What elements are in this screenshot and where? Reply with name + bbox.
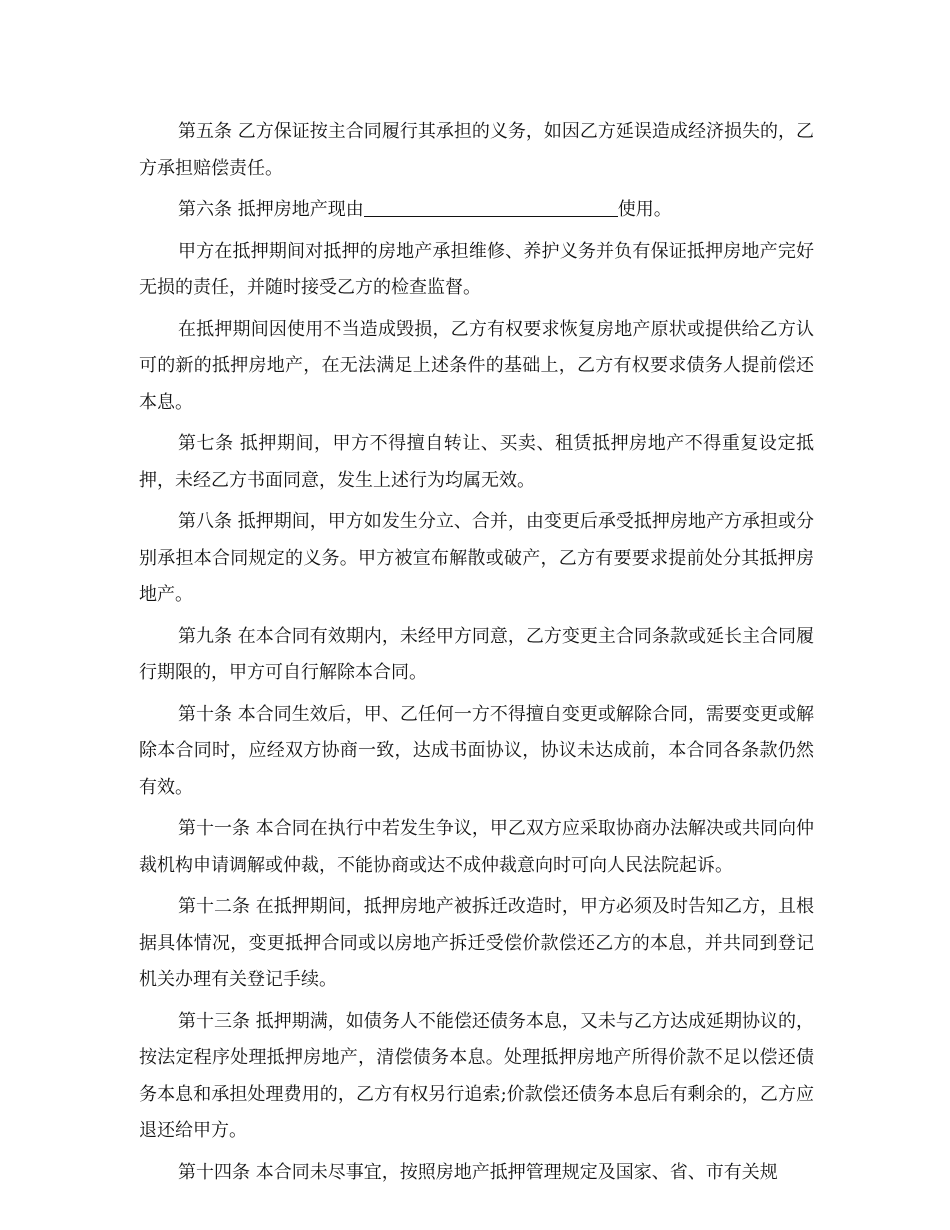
article-6-text-end: 使用。	[617, 199, 672, 220]
article-10: 第十条 本合同生效后，甲、乙任何一方不得擅自变更或解除合同，需要变更或解除本合同时，应经双方协商一致，达成书面协议，协议未达成前，本合同各条款仍然有效。	[139, 703, 814, 798]
blank-underline	[364, 198, 618, 217]
article-5: 第五条 乙方保证按主合同履行其承担的义务，如因乙方延误造成经济损失的，乙方承担赔偿责任。	[139, 121, 814, 179]
article-8: 第八条 抵押期间，甲方如发生分立、合并，由变更后承受抵押房地产方承担或分别承担本合同规定的义务。甲方被宣布解散或破产，乙方有要要求提前处分其抵押房地产。	[139, 511, 814, 605]
article-11: 第十一条 本合同在执行中若发生争议，甲乙双方应采取协商办法解决或共同向仲裁机构申请调解或仲裁，不能协商或达不成仲裁意向时可向人民法院起诉。	[139, 818, 814, 876]
article-9: 第九条 在本合同有效期内，未经甲方同意，乙方变更主合同条款或延长主合同履行期限的，甲方可自行解除本合同。	[139, 625, 814, 683]
article-6-heading	[139, 192, 814, 229]
article-14: 第十四条 本合同未尽事宜，按照房地产抵押管理规定及国家、省、市有关规	[178, 1161, 778, 1183]
article-6-text: 第六条 抵押房地产现由	[178, 199, 364, 220]
contract-body	[139, 114, 814, 1196]
article-13: 第十三条 抵押期满，如债务人不能偿还债务本息，又未与乙方达成延期协议的，按法定程序处理抵押房地产，清偿债务本息。处理抵押房地产所得价款不足以偿还债务本息和承担处理费用的，乙方有权另行追索;价款偿还债务本息后有剩余的，乙方应退还给甲方。	[139, 1010, 814, 1141]
article-6-damage: 在抵押期间因使用不当造成毁损，乙方有权要求恢复房地产原状或提供给乙方认可的新的抵押房地产，在无法满足上述条件的基础上，乙方有权要求债务人提前偿还本息。	[139, 318, 814, 413]
article-7: 第七条 抵押期间，甲方不得擅自转让、买卖、租赁抵押房地产不得重复设定抵押，未经乙方书面同意，发生上述行为均属无效。	[139, 433, 814, 491]
article-6-maintenance: 甲方在抵押期间对抵押的房地产承担维修、养护义务并负有保证抵押房地产完好无损的责任，并随时接受乙方的检查监督。	[139, 240, 814, 298]
article-12: 第十二条 在抵押期间，抵押房地产被拆迁改造时，甲方必须及时告知乙方，且根据具体情况，变更抵押合同或以房地产拆迁受偿价款偿还乙方的本息，并共同到登记机关办理有关登记手续。	[139, 896, 814, 990]
